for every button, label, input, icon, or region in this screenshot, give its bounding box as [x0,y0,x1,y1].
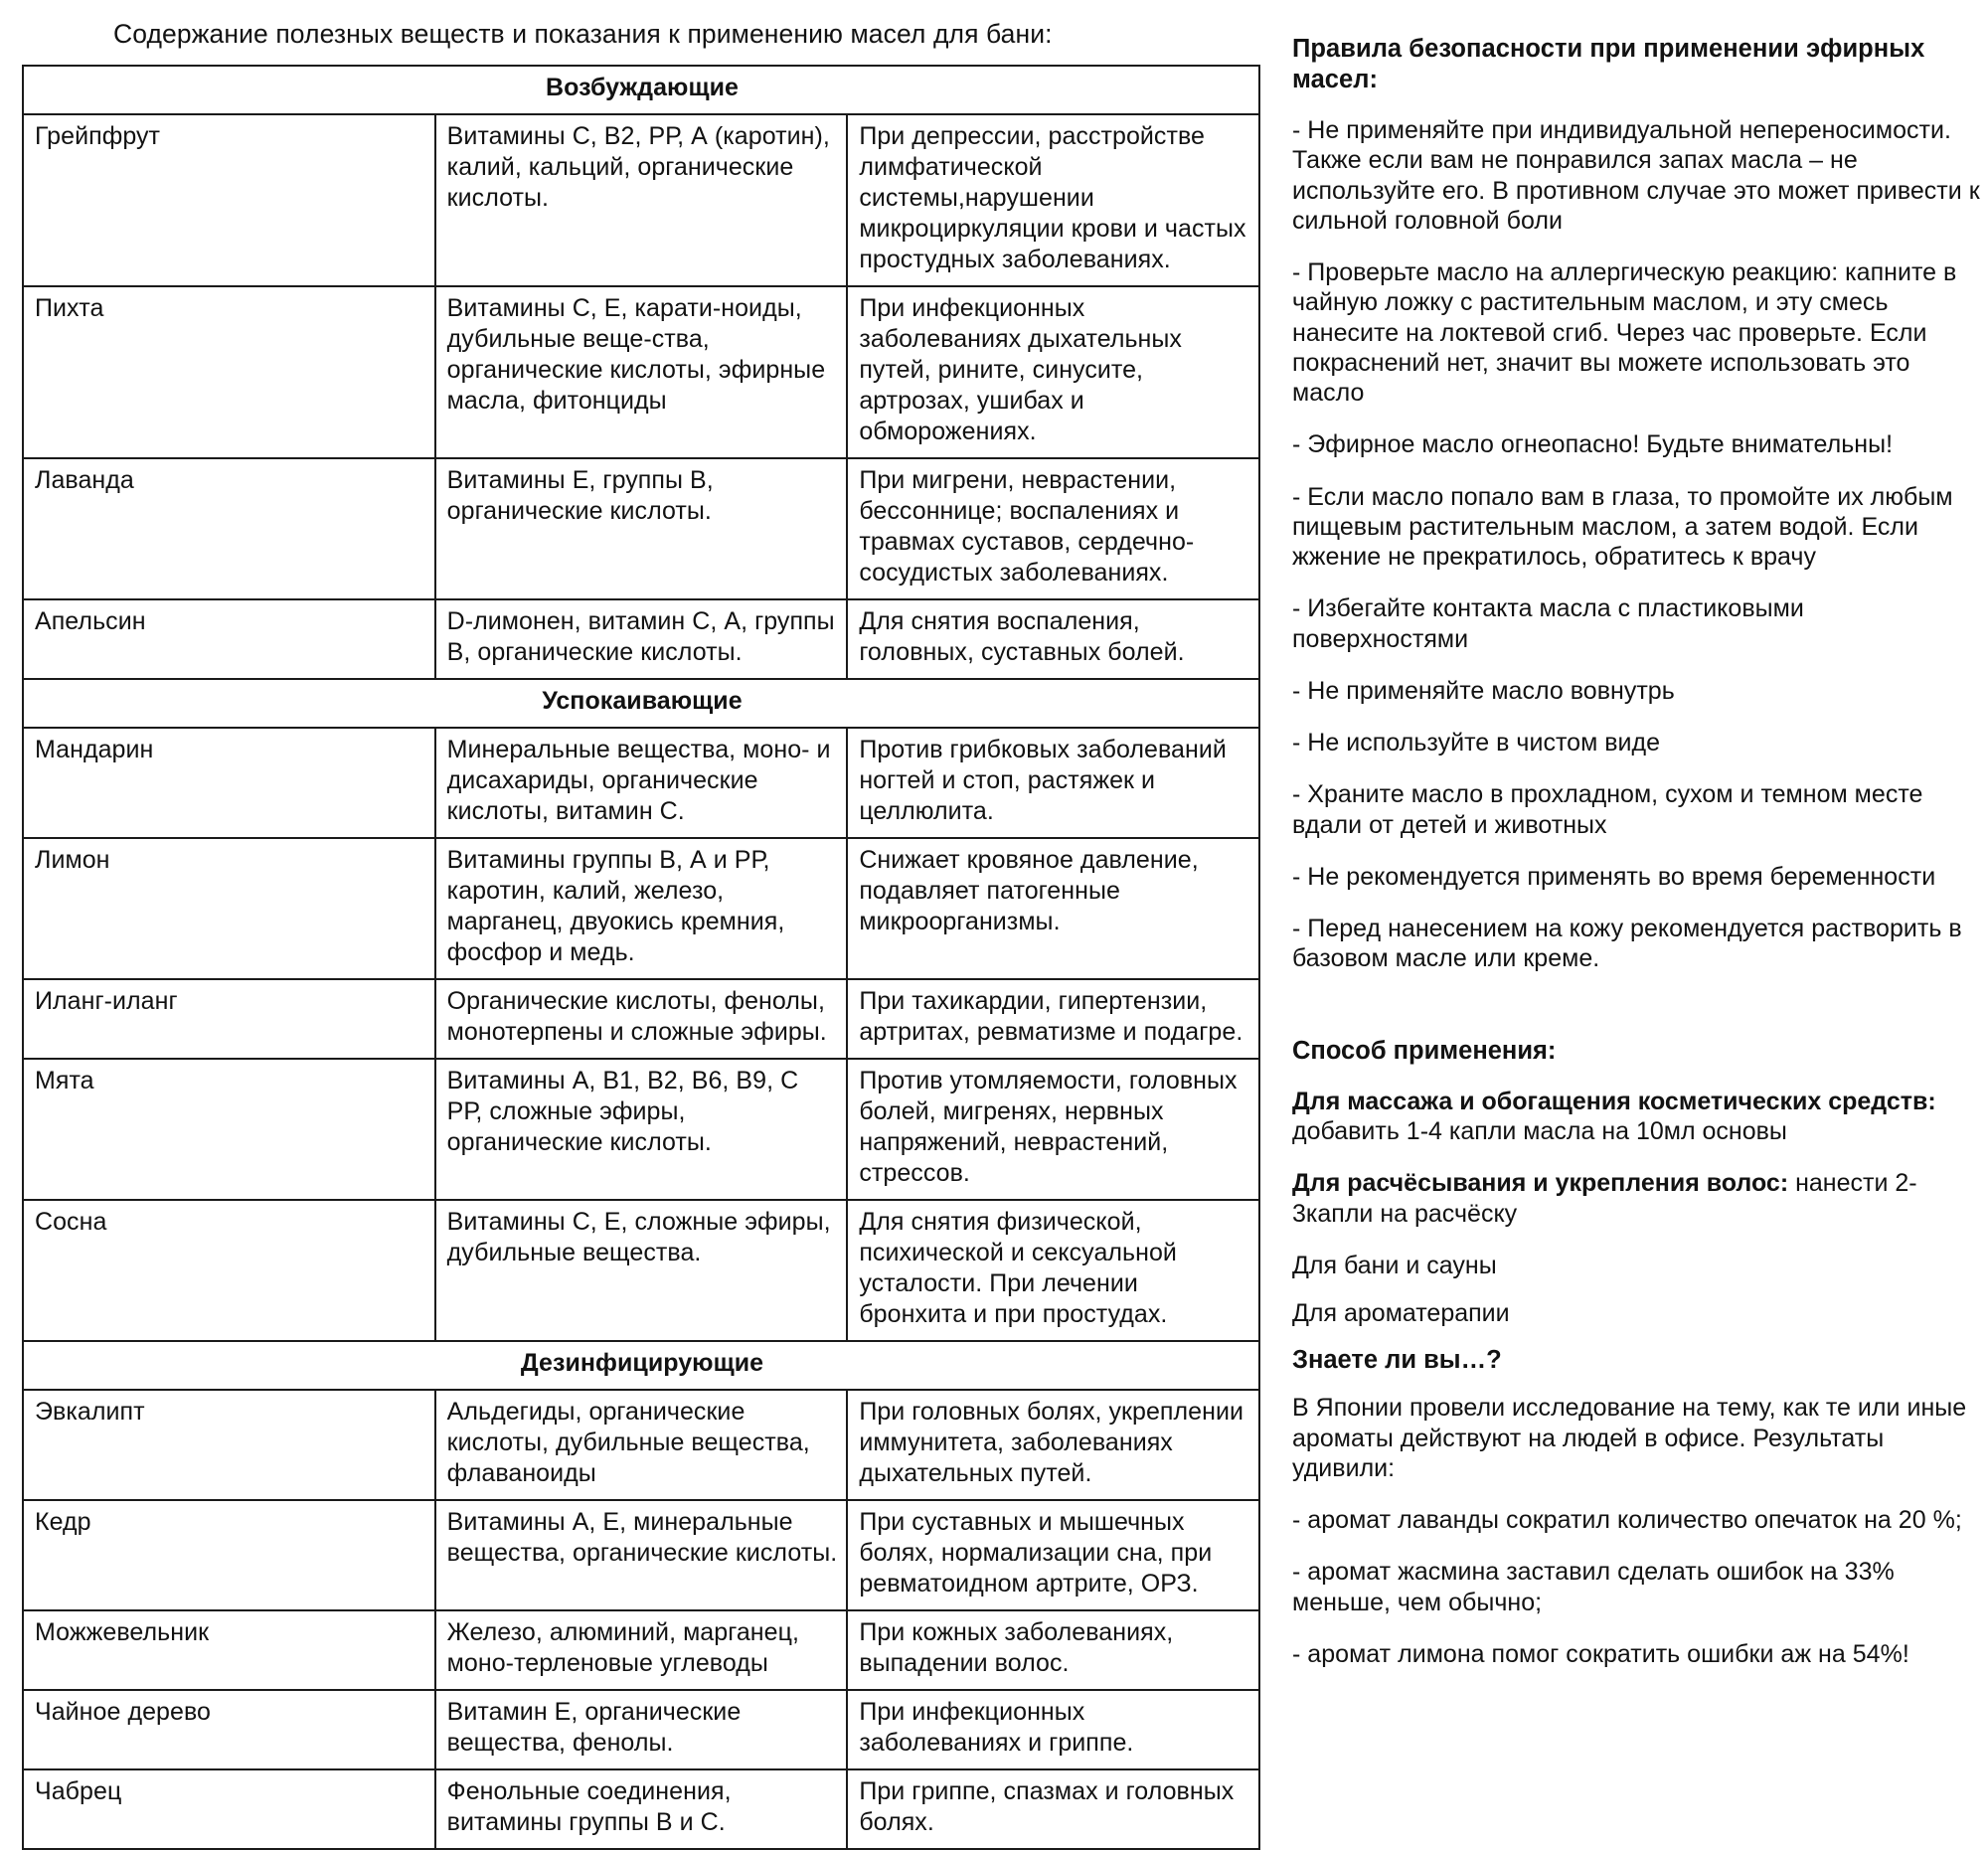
oil-name: Можжевельник [23,1610,435,1690]
table-row [23,1390,1259,1500]
oil-name: Пихта [23,286,435,458]
safety-rule: - Избегайте контакта масла с пластиковыми поверхностями [1292,594,1804,653]
oil-substances: Витамины С, Е, сложные эфиры, дубильные вещества. [435,1200,848,1341]
oil-name: Эвкалипт [23,1390,435,1500]
oil-uses: При суставных и мышечных болях, нормализации сна, при ревматоидном артрите, ОРЗ. [847,1500,1259,1610]
section-header-row [23,1341,1259,1390]
oil-name: Мята [23,1059,435,1200]
safety-rule: - Если масло попало вам в глаза, то промойте их любым пищевым растительным маслом, а затем водой. Если жжение не прекратилось, обратитесь к врачу [1292,482,1953,572]
safety-rule: - Перед нанесением на кожу рекомендуется растворить в базовом масле или креме. [1292,915,1962,973]
oil-uses: Против грибковых заболеваний ногтей и стоп, растяжек и целлюлита. [847,728,1259,838]
oil-substances: Витамины С, В2, РР, А (каротин), калий, кальций, органические кислоты. [435,114,848,286]
oil-name: Чабрец [23,1769,435,1849]
oil-name: Лаванда [23,458,435,599]
oil-name: Грейпфрут [23,114,435,286]
usage-item [1292,1087,1980,1147]
safety-rule: - Храните масло в прохладном, сухом и темном месте вдали от детей и животных [1292,780,1923,839]
oil-name: Кедр [23,1500,435,1610]
section-header-row [23,679,1259,728]
table-row [23,838,1259,979]
safety-rule: - Не используйте в чистом виде [1292,729,1661,757]
usage-item [1292,1168,1980,1229]
oil-uses: При гриппе, спазмах и головных болях. [847,1769,1259,1849]
oil-uses: Против утомляемости, головных болей, мигренях, нервных напряжений, неврастений, стрессов. [847,1059,1259,1200]
right-column [1284,18,1980,1691]
table-row [23,1769,1259,1849]
usage-item-label: Для массажа и обогащения косметических средств: [1292,1087,1936,1115]
table-row [23,599,1259,679]
oil-uses: Для снятия воспаления, головных, суставных болей. [847,599,1259,679]
did-you-know-fact: - аромат лаванды сократил количество опечаток на 20 %; [1292,1506,1962,1535]
usage-plain-item: Для бани и сауны [1292,1251,1497,1279]
safety-rule: - Проверьте масло на аллергическую реакцию: капните в чайную ложку с растительным маслом, и эту смесь нанесите на локтевой сгиб. Через час проверьте. Если покраснений нет, значит вы можете использовать это масло [1292,258,1957,408]
oil-substances: Витамины С, Е, карати-ноиды, дубильные веще-ства, органические кислоты, эфирные масла, фитонциды [435,286,848,458]
oil-uses: При кожных заболеваниях, выпадении волос. [847,1610,1259,1690]
table-row [23,1500,1259,1610]
oil-uses: При головных болях, укреплении иммунитета, заболеваниях дыхательных путей. [847,1390,1259,1500]
safety-heading: Правила безопасности при применении эфирных масел: [1292,35,1925,94]
oil-uses: При депрессии, расстройстве лимфатической системы,нарушении микроциркуляции крови и частых простудных заболеваниях. [847,114,1259,286]
oil-uses: При инфекционных заболеваниях дыхательных путей, рините, синусите, артрозах, ушибах и обморожениях. [847,286,1259,458]
oil-substances: Витамины группы В, А и РР, каротин, калий, железо, марганец, двуокись кремния, фосфор и медь. [435,838,848,979]
usage-item-label: Для расчёсывания и укрепления волос: [1292,1169,1789,1198]
safety-rule: - Не применяйте масло вовнутрь [1292,676,1675,705]
table-row [23,458,1259,599]
did-you-know-fact: - аромат лимона помог сократить ошибки аж на 54%! [1292,1639,1909,1668]
safety-rule: - Не рекомендуется применять во время беременности [1292,862,1936,891]
did-you-know-fact: - аромат жасмина заставил сделать ошибок на 33% меньше, чем обычно; [1292,1558,1895,1616]
left-column [22,18,1284,1850]
oil-substances: Витамины А, Е, минеральные вещества, органические кислоты. [435,1500,848,1610]
safety-rule: - Не применяйте при индивидуальной непереносимости. Также если вам не понравился запах масла – не используйте его. В противном случае это может привести к сильной головной боли [1292,116,1980,235]
table-row [23,1059,1259,1200]
oil-uses: При инфекционных заболеваниях и гриппе. [847,1690,1259,1769]
oils-table-body [23,66,1259,1849]
oil-name: Чайное дерево [23,1690,435,1769]
section-title-calming: Успокаивающие [23,679,1259,728]
oils-table [22,65,1260,1850]
usage-item-text: добавить 1-4 капли масла на 10мл основы [1292,1117,1787,1146]
did-you-know-heading: Знаете ли вы…? [1292,1346,1502,1375]
table-row [23,1200,1259,1341]
usage-item-text: нанести 2-3капли на расчёску [1292,1169,1917,1228]
oil-substances: Витамины А, В1, В2, В6, В9, С РР, сложные эфиры, органические кислоты. [435,1059,848,1200]
oil-uses: При мигрени, неврастении, бессоннице; воспалениях и травмах суставов, сердечно-сосудистых заболеваниях. [847,458,1259,599]
oil-substances: Органические кислоты, фенолы, монотерпены и сложные эфиры. [435,979,848,1059]
section-title-stimulating: Возбуждающие [23,66,1259,114]
table-row [23,979,1259,1059]
oil-substances: Витамины Е, группы В, органические кислоты. [435,458,848,599]
section-header-row [23,66,1259,114]
usage-heading: Способ применения: [1292,1036,1557,1065]
oil-uses: Для снятия физической, психической и сексуальной усталости. При лечении бронхита и при простудах. [847,1200,1259,1341]
oil-uses: Снижает кровяное давление, подавляет патогенные микроорганизмы. [847,838,1259,979]
did-you-know-intro: В Японии провели исследование на тему, как те или иные ароматы действуют на людей в офисе. Результаты удивили: [1292,1394,1967,1482]
usage-plain-item: Для ароматерапии [1292,1299,1510,1328]
oil-name: Апельсин [23,599,435,679]
oil-substances: Фенольные соединения, витамины группы В и С. [435,1769,848,1849]
oil-substances: Витамин Е, органические вещества, фенолы. [435,1690,848,1769]
table-row [23,1690,1259,1769]
table-row [23,114,1259,286]
oil-name: Иланг-иланг [23,979,435,1059]
oil-substances: Железо, алюминий, марганец, моно-терленовые углеводы [435,1610,848,1690]
section-title-disinfecting: Дезинфицирующие [23,1341,1259,1390]
table-row [23,1610,1259,1690]
table-row [23,286,1259,458]
table-row [23,728,1259,838]
safety-rule: - Эфирное масло огнеопасно! Будьте внимательны! [1292,430,1894,459]
oil-name: Мандарин [23,728,435,838]
table-caption: Содержание полезных веществ и показания к применению масел для бани: [113,19,1053,49]
oil-substances: Минеральные вещества, моно- и дисахариды, органические кислоты, витамин С. [435,728,848,838]
oil-substances: Альдегиды, органические кислоты, дубильные вещества, флаваноиды [435,1390,848,1500]
oil-name: Сосна [23,1200,435,1341]
oil-name: Лимон [23,838,435,979]
oil-uses: При тахикардии, гипертензии, артритах, ревматизме и подагре. [847,979,1259,1059]
oil-substances: D-лимонен, витамин С, А, группы В, органические кислоты. [435,599,848,679]
